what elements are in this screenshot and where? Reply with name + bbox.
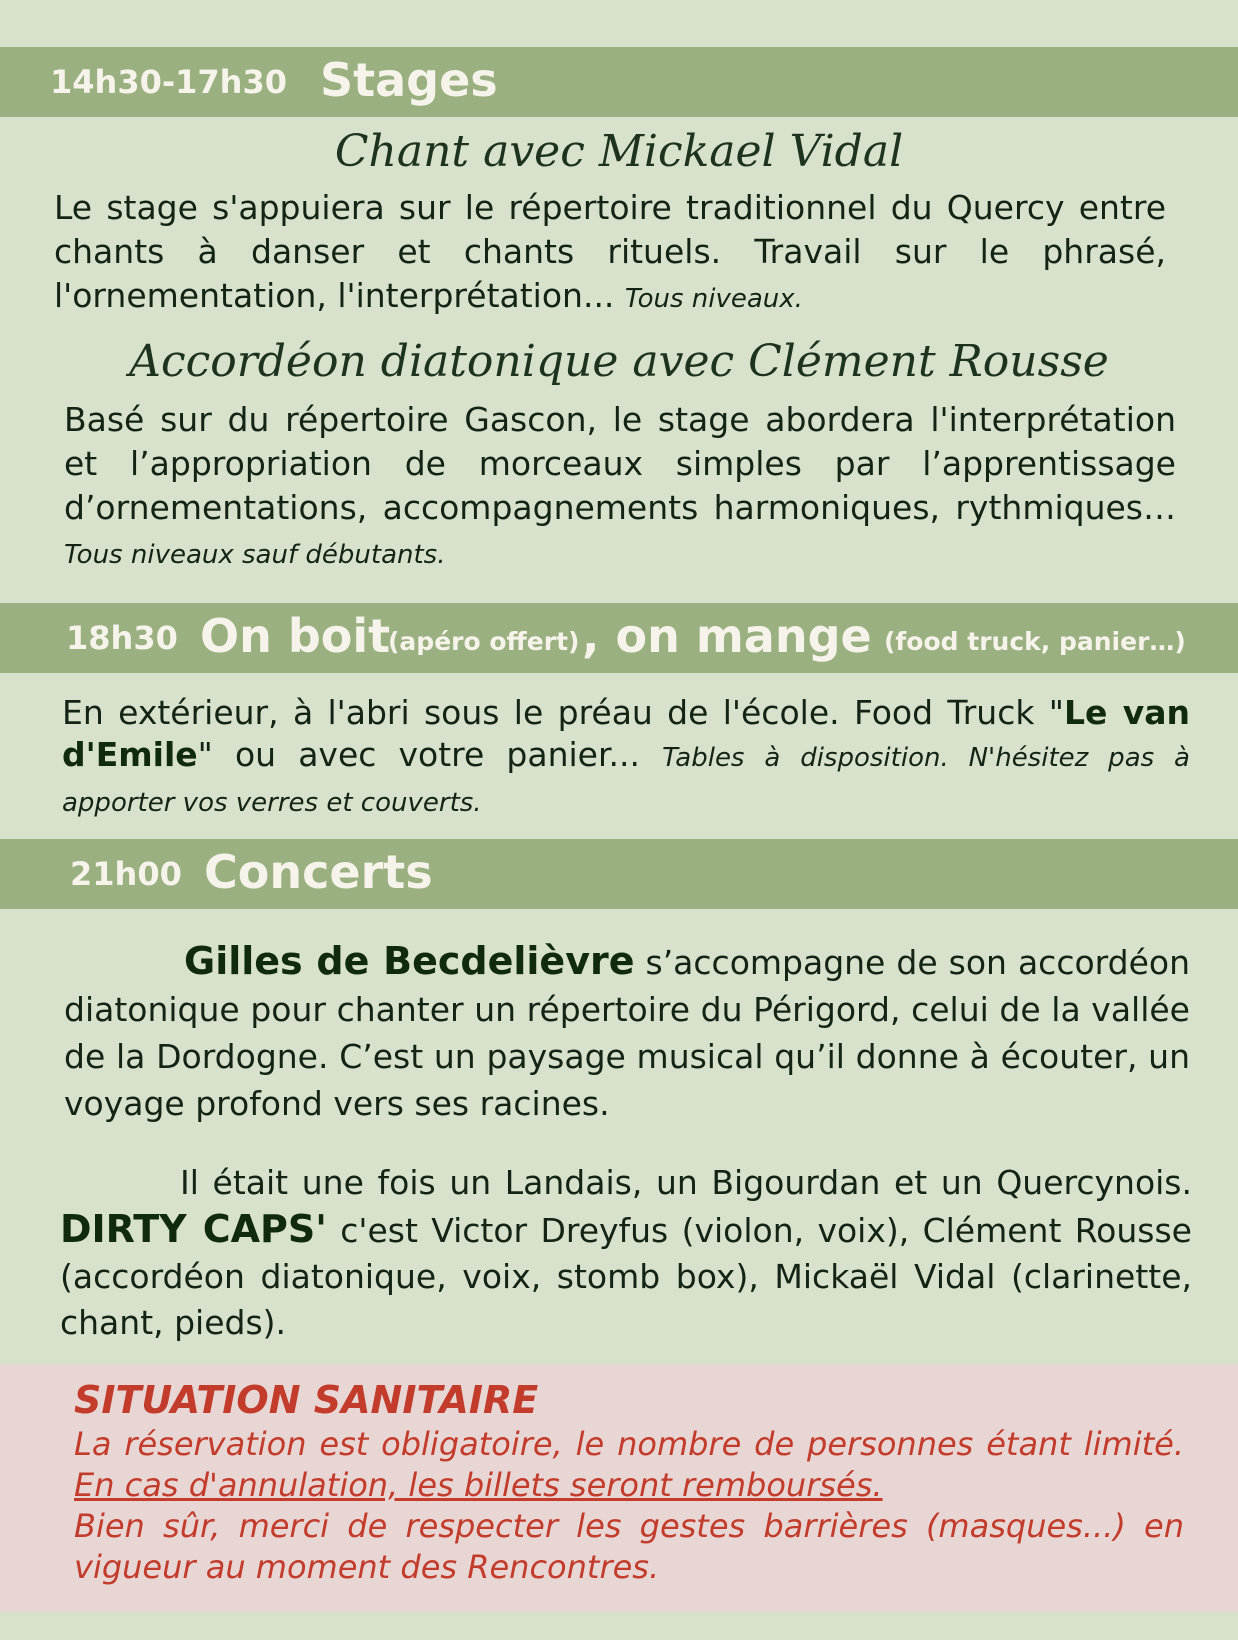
accordeon-stage-title: Accordéon diatonique avec Clément Rousse — [129, 336, 1109, 387]
accordeon-stage-text: Basé sur du répertoire Gascon, le stage abordera l'interprétation et l’appropriation de morceaux simples par l’apprentissage d’ornementations, accompagnements harmoniques, rythmiques… — [64, 400, 1176, 527]
repas-aside-apero: (apéro offert) — [388, 627, 580, 656]
repas-aside-food: (food truck, panier…) — [884, 627, 1186, 656]
sanitary-refund: En cas d'annulation, les billets seront remboursés. — [74, 1466, 883, 1504]
chant-stage-level: Tous niveaux. — [624, 284, 803, 314]
gilles-name: Gilles de Becdelièvre — [184, 939, 635, 983]
chant-stage-text: Le stage s'appuiera sur le répertoire traditionnel du Quercy entre chants à danser et chants rituels. Travail sur le phrasé, l'ornementation, l'interprétation... — [54, 188, 1166, 315]
concerts-title: Concerts — [204, 845, 433, 899]
stages-time: 14h30-17h30 — [50, 63, 287, 101]
sanitary-title: SITUATION SANITAIRE — [74, 1378, 539, 1422]
repas-title-eat: , on mange — [582, 609, 872, 663]
dirty-caps-description — [60, 1160, 1192, 1346]
repas-note: Tables à disposition. N'hésitez pas à apporter vos verres et couverts. — [62, 743, 1190, 818]
concerts-header-band — [0, 839, 1238, 909]
stages-title: Stages — [320, 53, 498, 107]
repas-text-before: En extérieur, à l'abri sous le préau de l'école. Food Truck " — [62, 693, 1064, 732]
repas-title-drink: On boit — [200, 609, 391, 663]
sanitary-notice — [0, 1364, 1238, 1612]
sanitary-barrier-gestures: Bien sûr, merci de respecter les gestes barrières (masques...) en vigueur au moment des Rencontres. — [74, 1507, 1184, 1586]
concerts-time: 21h00 — [70, 855, 182, 893]
chant-stage-title: Chant avec Mickael Vidal — [334, 126, 904, 177]
stages-header-band — [0, 47, 1238, 117]
gilles-text: s’accompagne de son accordéon diatonique pour chanter un répertoire du Périgord, celui de la vallée de la Dordogne. C’est un paysage musical qu’il donne à écouter, un voyage profond vers ses racines. — [64, 943, 1190, 1123]
chant-stage-description — [54, 186, 1166, 321]
repas-time: 18h30 — [66, 619, 178, 657]
gilles-description — [64, 938, 1190, 1127]
dirty-caps-name: DIRTY CAPS' — [60, 1207, 327, 1251]
sanitary-text — [74, 1424, 1184, 1588]
food-truck-name: Le van d'Emile — [62, 693, 1190, 774]
sanitary-reservation: La réservation est obligatoire, le nombre de personnes étant limité. — [74, 1425, 1184, 1463]
dirty-caps-intro: Il était une fois un Landais, un Bigourdan et un Quercynois. — [180, 1163, 1192, 1202]
accordeon-stage-level: Tous niveaux sauf débutants. — [64, 540, 446, 570]
repas-header-band — [0, 603, 1238, 673]
dirty-caps-text: c'est Victor Dreyfus (violon, voix), Clément Rousse (accordéon diatonique, voix, stomb box), Mickaël Vidal (clarinette, chant, pieds). — [60, 1211, 1192, 1342]
accordeon-stage-description — [64, 398, 1176, 577]
repas-text-after: " ou avec votre panier... — [197, 735, 640, 774]
repas-description — [62, 692, 1190, 824]
